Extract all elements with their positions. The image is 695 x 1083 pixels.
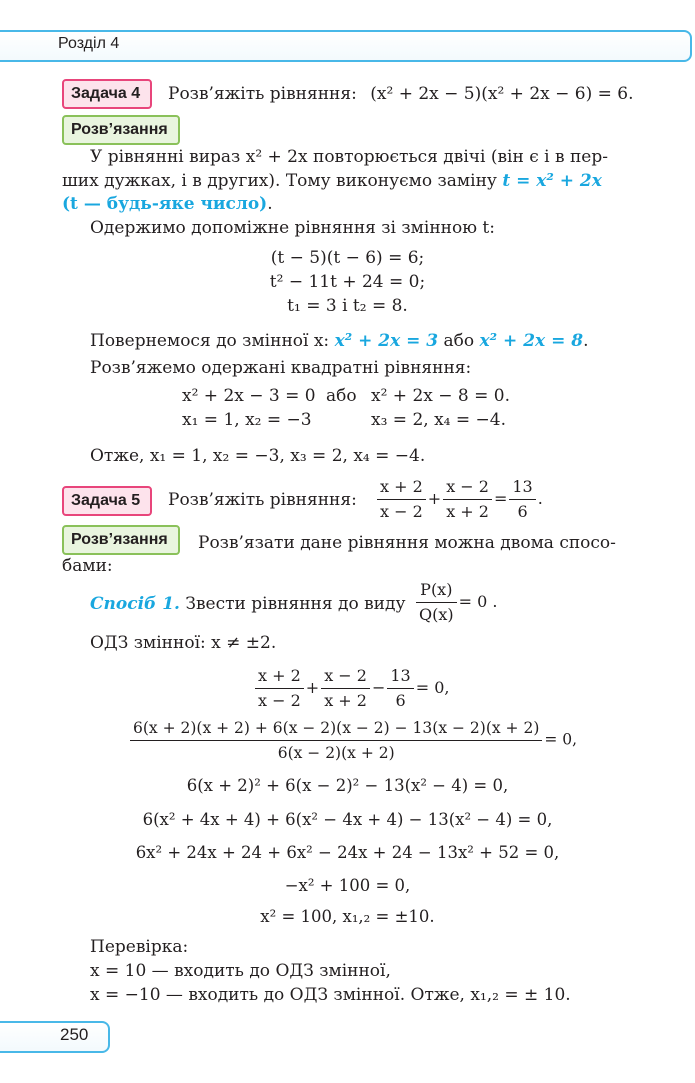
task-5-intro-a: Розв’язати дане рівняння можна двома спосо- [198, 533, 616, 553]
task-4-answer: Отже, x₁ = 1, x₂ = −3, x₃ = 2, x₄ = −4. [90, 446, 426, 466]
check-line-1: x = 10 — входить до ОДЗ змінної, [90, 961, 391, 981]
task-5-fraction-3-den: 6 [517, 502, 528, 521]
task-4-substitution-note: (t — будь-яке число) [62, 194, 268, 214]
step-1-fraction-3-den: 6 [395, 691, 406, 710]
step-4: 6(x² + 4x + 4) + 6(x² − 4x + 4) − 13(x² − 4) = 0, [142, 810, 553, 829]
step-2 [128, 716, 577, 765]
step-1-fraction-2-den: x + 2 [324, 691, 367, 710]
step-1: $\frac{x + 2}{x - 2}$ + $\frac{x - 2}{x + 2}$ − $\frac{13}{6}$ = 0, [253, 664, 450, 713]
task-4-equation-1: (t − 5)(t − 6) = 6; [270, 248, 425, 268]
step-1-tail: = 0, [415, 678, 450, 697]
task-4-paragraph-1a: У рівнянні вираз x² + 2x повторюється двічі (він є і в пер- [90, 147, 608, 167]
task-5-fraction-2-den: x + 2 [446, 502, 489, 521]
task-4-roots-2: x₃ = 2, x₄ = −4. [371, 410, 506, 430]
task-5-prompt: Розв’яжіть рівняння: [168, 490, 357, 510]
task-4-paragraph-3-end: . [583, 331, 589, 351]
task-4-solution-badge: Розв’язання [62, 115, 180, 145]
task-4-paragraph-1b-text: ших дужках, і в других). Тому виконуємо заміну [62, 171, 503, 191]
task-4-paragraph-3-start: Повернемося до змінної x: [90, 331, 335, 351]
task-5-fraction-1-num: x + 2 [377, 475, 426, 500]
task-4-or: або [326, 386, 357, 406]
task-5-fraction-3-num: 13 [509, 475, 535, 500]
step-2-num: 6(x + 2)(x + 2) + 6(x − 2)(x − 2) − 13(x − 2)(x + 2) [130, 716, 542, 741]
check-title: Перевірка: [90, 937, 189, 957]
method-1-label: Спосіб 1. [90, 594, 180, 614]
method-1-text: Звести рівняння до виду [185, 594, 406, 614]
step-1-fraction-3-num: 13 [387, 664, 413, 689]
task-4-prompt [168, 83, 634, 105]
pq-fraction-den: Q(x) [419, 605, 454, 624]
task-4-prompt-text: Розв’яжіть рівняння: [168, 84, 357, 104]
task-4-quadratic-2: x² + 2x − 8 = 0. [371, 386, 510, 406]
section-title: Розділ 4 [58, 35, 120, 52]
task-4-quadratic-1: x² + 2x − 3 = 0 [182, 386, 316, 406]
task-5-fraction-2 [443, 475, 492, 524]
task-4-paragraph-4: Розв’яжемо одержані квадратні рівняння: [90, 358, 472, 378]
step-7: x² = 100, x₁,₂ = ±10. [260, 907, 435, 926]
task-4-paragraph-1c [62, 193, 273, 215]
task-5-fraction-1 [377, 475, 426, 524]
task-4-paragraph-3-mid: або [438, 331, 480, 351]
task-4-equation-2: t² − 11t + 24 = 0; [269, 272, 426, 292]
step-2-den: 6(x − 2)(x + 2) [277, 744, 395, 762]
task-5-domain: ОДЗ змінної: x ≠ ±2. [90, 633, 277, 653]
task-4-paragraph-3 [90, 330, 589, 352]
pq-fraction [416, 578, 457, 627]
step-1-fraction-3 [387, 664, 413, 713]
task-4-back-equation-1: x² + 2x = 3 [334, 331, 439, 351]
task-5-fraction-2-num: x − 2 [443, 475, 492, 500]
task-5-fraction-1-den: x − 2 [380, 502, 423, 521]
step-2-fraction [130, 716, 542, 765]
step-1-fraction-1 [255, 664, 304, 713]
step-1-fraction-1-num: x + 2 [255, 664, 304, 689]
task-5-fraction-3 [509, 475, 535, 524]
task-4-paragraph-1b [62, 170, 602, 192]
page-number-frame [0, 1021, 110, 1053]
task-4-badge: Задача 4 [62, 79, 152, 109]
task-4-equation: (x² + 2x − 5)(x² + 2x − 6) = 6. [370, 84, 634, 104]
task-5-equation: $\frac{x + 2}{x - 2}$ + $\frac{x - 2}{x + 2}$ = $\frac{13}{6}$ . [375, 475, 543, 524]
pq-tail: = 0 . [458, 592, 498, 611]
task-5-intro-b: бами: [62, 556, 113, 576]
task-4-back-equation-2: x² + 2x = 8 [479, 331, 584, 351]
step-1-fraction-2 [321, 664, 370, 713]
task-4-paragraph-1c-end: . [267, 194, 273, 214]
method-1-form [414, 578, 497, 627]
page-number: 250 [60, 1025, 89, 1044]
step-2-tail: = 0, [544, 730, 578, 749]
task-5-method-1 [90, 593, 406, 615]
task-5-solution-badge: Розв’язання [62, 525, 180, 555]
step-3: 6(x + 2)² + 6(x − 2)² − 13(x² − 4) = 0, [186, 776, 509, 795]
step-5: 6x² + 24x + 24 + 6x² − 24x + 24 − 13x² + 52 = 0, [135, 843, 560, 862]
task-5-badge: Задача 5 [62, 486, 152, 516]
step-1-fraction-2-num: x − 2 [321, 664, 370, 689]
task-4-roots-1: x₁ = 1, x₂ = −3 [182, 410, 312, 430]
task-4-substitution: t = x² + 2x [502, 171, 602, 191]
task-4-equation-3: t₁ = 3 і t₂ = 8. [287, 296, 408, 316]
step-6: −x² + 100 = 0, [284, 876, 411, 895]
check-line-2: x = −10 — входить до ОДЗ змінної. Отже, x₁,₂ = ± 10. [90, 985, 571, 1005]
step-1-fraction-1-den: x − 2 [258, 691, 301, 710]
pq-fraction-num: P(x) [416, 578, 457, 603]
task-4-paragraph-2: Одержимо допоміжне рівняння зі змінною t: [90, 218, 495, 238]
